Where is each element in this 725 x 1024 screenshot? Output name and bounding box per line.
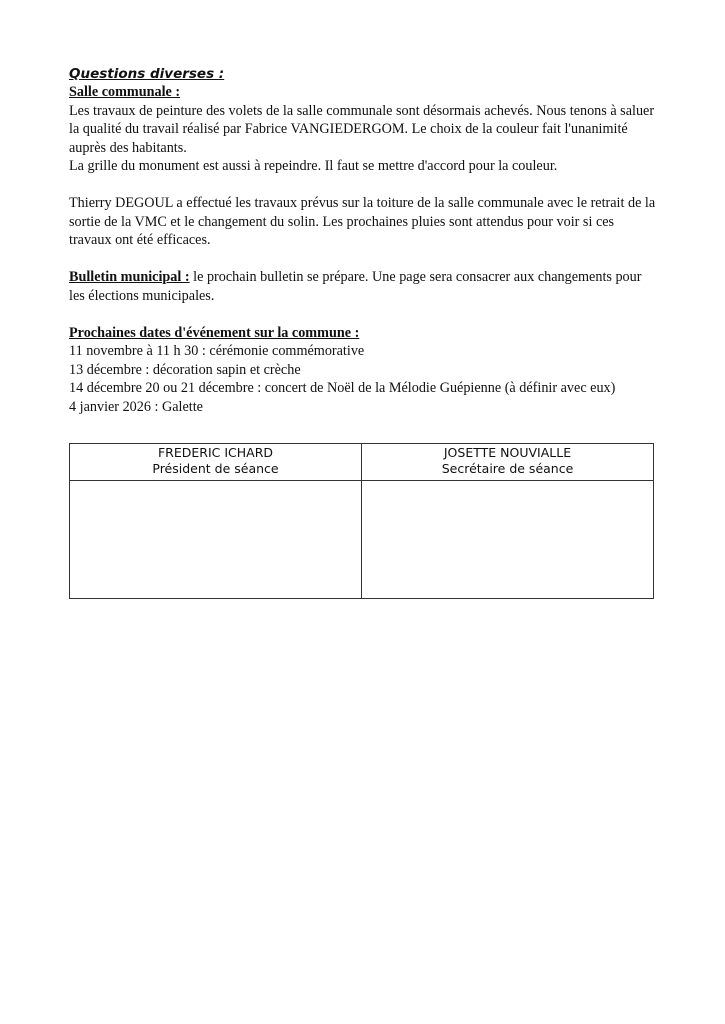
- event-item: 13 décembre : décoration sapin et crèche: [69, 361, 301, 378]
- bulletin-heading: Bulletin municipal :: [69, 269, 190, 285]
- bulletin-text: le prochain bulletin se prépare. Une page sera consacrer aux changements pour les élections municipales.: [69, 269, 642, 304]
- signature-table: [69, 443, 654, 599]
- president-signature-box: [70, 481, 362, 599]
- secretary-role: Secrétaire de séance: [441, 461, 574, 476]
- signature-header-president: [70, 444, 362, 481]
- event-item: 14 décembre 20 ou 21 décembre : concert de Noël de la Mélodie Guépienne (à définir avec eux): [69, 380, 616, 396]
- bulletin-paragraph: [69, 268, 659, 305]
- salle-communale-section: [69, 83, 659, 416]
- salle-communale-heading: Salle communale :: [69, 84, 181, 100]
- event-item: 11 novembre à 11 h 30 : cérémonie commémorative: [69, 343, 365, 359]
- salle-paragraph-3: Thierry DEGOUL a effectué les travaux prévus sur la toiture de la salle communale avec le retrait de la sortie de la VMC et le changement du solin. Les prochaines pluies sont attendus pour voir si ces travaux ont été efficaces.: [69, 195, 656, 248]
- salle-paragraph-2: La grille du monument est aussi à repeindre. Il faut se mettre d'accord pour la couleur.: [69, 158, 558, 174]
- secretary-signature-box: [362, 481, 654, 599]
- signature-header-secretary: [362, 444, 654, 481]
- event-item: 4 janvier 2026 : Galette: [69, 398, 203, 415]
- document-page: [69, 66, 659, 416]
- section-title: Questions diverses :: [69, 66, 225, 82]
- secretary-name: JOSETTE NOUVIALLE: [443, 445, 572, 460]
- president-role: Président de séance: [152, 461, 279, 476]
- events-heading: Prochaines dates d'événement sur la commune :: [69, 324, 360, 341]
- salle-paragraph-1: Les travaux de peinture des volets de la salle communale sont désormais achevés. Nous tenons à saluer la qualité du travail réalisé par Fabrice VANGIEDERGOM. Le choix de la couleur fait l'unanimité auprès des habitants.: [69, 102, 655, 156]
- president-name: FREDERIC ICHARD: [157, 445, 274, 460]
